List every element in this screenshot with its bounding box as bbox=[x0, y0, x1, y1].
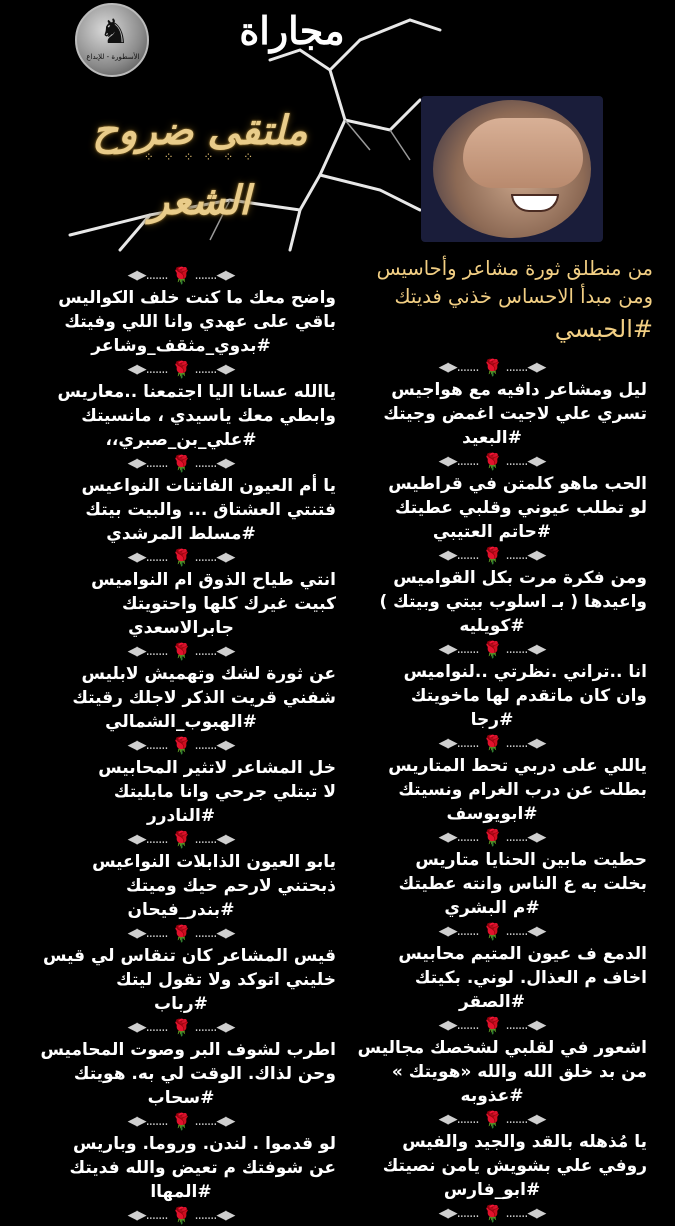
separator-right: .......◀▶ bbox=[505, 1111, 546, 1127]
separator-left: ◀▶....... bbox=[438, 1017, 479, 1033]
verse-line-2: شفني قريت الذكر لاجلك رقيتك bbox=[72, 688, 336, 708]
verse-line-1: قيس المشاعر كان تنقاس لي قيس bbox=[42, 946, 336, 966]
verse-line-2: عن شوفتك م تعيض والله فديتك bbox=[69, 1158, 336, 1178]
separator-left: ◀▶....... bbox=[127, 455, 168, 471]
poet-hashtag: #م البشري bbox=[444, 898, 540, 918]
verse-line-2: واعيدها ( بـ اسلوب بيتي وبيتك ) bbox=[379, 592, 647, 612]
rose-icon: 🌹 bbox=[482, 733, 502, 753]
hand-shape bbox=[463, 118, 583, 188]
rose-separator bbox=[26, 828, 336, 850]
separator-right: .......◀▶ bbox=[194, 737, 235, 753]
verse-block bbox=[26, 286, 336, 358]
poet-hashtag: #رباب bbox=[154, 994, 208, 1014]
rose-separator bbox=[337, 450, 647, 472]
verse-block bbox=[26, 944, 336, 1016]
verse-block bbox=[26, 756, 336, 828]
rose-icon: 🌹 bbox=[482, 1203, 502, 1223]
verse-line-2: ذبحتني لارحم حيك وميتك bbox=[125, 876, 336, 896]
verse-line-1: يابو العيون الذابلات النواعيس bbox=[92, 852, 336, 872]
separator-left: ◀▶....... bbox=[127, 267, 168, 283]
verse-line-1: حطيت مابين الحنايا متاريس bbox=[415, 850, 647, 870]
separator-right: .......◀▶ bbox=[505, 641, 546, 657]
avatar bbox=[421, 96, 603, 242]
verse-block bbox=[26, 850, 336, 922]
verse-line-2: بخلت به ع الناس وانته عطيتك bbox=[398, 874, 647, 894]
separator-right: .......◀▶ bbox=[505, 453, 546, 469]
rose-icon: 🌹 bbox=[482, 827, 502, 847]
verse-line-2: وان كان ماتقدم لها ماخويتك bbox=[410, 686, 647, 706]
verse-block bbox=[337, 472, 647, 544]
verse-line-2: اخاف م العذال. لوني. بكيتك bbox=[414, 968, 647, 988]
separator-left: ◀▶....... bbox=[127, 549, 168, 565]
logo-text: الأسطورة - للإبداع bbox=[86, 53, 140, 61]
separator-left: ◀▶....... bbox=[127, 1207, 168, 1223]
separator-right: .......◀▶ bbox=[194, 1019, 235, 1035]
verse-block bbox=[337, 1130, 647, 1202]
separator-right: .......◀▶ bbox=[505, 735, 546, 751]
rose-icon: 🌹 bbox=[171, 1017, 191, 1037]
poet-hashtag: #كويليه bbox=[459, 616, 525, 636]
verse-line-1: ياللي على دربي تحط المتاريس bbox=[388, 756, 647, 776]
verse-line-2: لو تطلب عيوني وقلبي عطيتك bbox=[394, 498, 647, 518]
rose-icon: 🌹 bbox=[171, 453, 191, 473]
poet-hashtag: #المهاا bbox=[150, 1182, 212, 1202]
verse-line-1: اطرب لشوف البر وصوت المحاميس bbox=[40, 1040, 336, 1060]
separator-left: ◀▶....... bbox=[127, 831, 168, 847]
avatar-photo bbox=[433, 100, 591, 238]
rose-icon: 🌹 bbox=[482, 921, 502, 941]
poet-hashtag: جابرالاسعدي bbox=[128, 618, 234, 638]
verse-block bbox=[26, 1038, 336, 1110]
verse-block bbox=[337, 660, 647, 732]
page-title: مجاراة bbox=[239, 8, 345, 53]
separator-right: .......◀▶ bbox=[194, 267, 235, 283]
rose-icon: 🌹 bbox=[171, 735, 191, 755]
poet-hashtag: #الهبوب_الشمالي bbox=[105, 712, 257, 732]
rose-separator bbox=[337, 920, 647, 942]
rose-separator bbox=[337, 1014, 647, 1036]
poet-hashtag: #بدوي_مثقف_وشاعر bbox=[91, 336, 271, 356]
rose-icon: 🌹 bbox=[171, 923, 191, 943]
rose-icon: 🌹 bbox=[482, 1109, 502, 1129]
separator-left: ◀▶....... bbox=[438, 1111, 479, 1127]
rose-separator bbox=[26, 452, 336, 474]
separator-right: .......◀▶ bbox=[505, 1205, 546, 1221]
separator-left: ◀▶....... bbox=[438, 641, 479, 657]
poet-hashtag: #مسلط المرشدي bbox=[106, 524, 256, 544]
verse-block bbox=[337, 942, 647, 1014]
verse-line-1: ومن فكرة مرت بكل القواميس bbox=[393, 568, 647, 588]
rose-separator bbox=[337, 544, 647, 566]
separator-left: ◀▶....... bbox=[127, 925, 168, 941]
smile-shape bbox=[511, 194, 559, 212]
verse-block bbox=[26, 662, 336, 734]
separator-left: ◀▶....... bbox=[438, 829, 479, 845]
verse-line-2: من بد خلق الله والله «هويتك » bbox=[391, 1062, 647, 1082]
verse-line-2: كبيت غيرك كلها واحتويتك bbox=[121, 594, 336, 614]
verse-line-1: يا مُذهله بالقد والجيد والفيس bbox=[402, 1132, 647, 1152]
verse-line-1: الدمع ف عيون المتيم محابيس bbox=[398, 944, 647, 964]
separator-left: ◀▶....... bbox=[127, 361, 168, 377]
poet-hashtag: #بندر_فيحان bbox=[127, 900, 235, 920]
right-verse-column bbox=[337, 356, 647, 1224]
verse-line-1: خل المشاعر لاتثير المحابيس bbox=[98, 758, 336, 778]
intro-verse bbox=[333, 255, 653, 343]
verse-line-1: ليل ومشاعر دافيه مع هواجيس bbox=[391, 380, 647, 400]
separator-left: ◀▶....... bbox=[127, 643, 168, 659]
rose-icon: 🌹 bbox=[171, 265, 191, 285]
separator-left: ◀▶....... bbox=[438, 735, 479, 751]
separator-right: .......◀▶ bbox=[194, 549, 235, 565]
verse-line-2: تسري علي لاجيت اغمض وجيتك bbox=[383, 404, 647, 424]
rose-icon: 🌹 bbox=[482, 639, 502, 659]
rose-icon: 🌹 bbox=[482, 1015, 502, 1035]
rose-separator bbox=[337, 356, 647, 378]
verse-line-2: لا تبتلي جرحي وانا مابليتك bbox=[113, 782, 336, 802]
verse-line-1: انا ..تراني .نظرتي ..لنواميس bbox=[403, 662, 647, 682]
separator-right: .......◀▶ bbox=[505, 1017, 546, 1033]
poet-hashtag: #النادرر bbox=[146, 806, 216, 826]
rose-separator bbox=[26, 1016, 336, 1038]
verse-line-1: يا أم العيون الفاتنات النواعيس bbox=[81, 476, 336, 496]
separator-right: .......◀▶ bbox=[194, 361, 235, 377]
rose-separator bbox=[337, 826, 647, 848]
rose-icon: 🌹 bbox=[171, 1205, 191, 1225]
separator-right: .......◀▶ bbox=[194, 643, 235, 659]
poet-hashtag: #علي_بن_صبري،، bbox=[105, 430, 257, 450]
rose-separator bbox=[337, 638, 647, 660]
rose-icon: 🌹 bbox=[482, 357, 502, 377]
separator-left: ◀▶....... bbox=[438, 923, 479, 939]
verse-line-1: انتي طياح الذوق ام النواميس bbox=[91, 570, 336, 590]
rose-separator bbox=[26, 1110, 336, 1132]
verse-block bbox=[337, 1036, 647, 1108]
intro-line-2: ومن مبدأ الاحساس خذني فديتك bbox=[394, 285, 653, 308]
intro-hashtag: #الحبسي bbox=[554, 315, 653, 343]
rose-separator bbox=[337, 1202, 647, 1224]
separator-right: .......◀▶ bbox=[194, 925, 235, 941]
verse-line-1: ياالله عسانا اليا اجتمعنا ..معاريس bbox=[57, 382, 336, 402]
poet-hashtag: #البعيد bbox=[462, 428, 522, 448]
left-verse-column bbox=[26, 264, 336, 1226]
separator-left: ◀▶....... bbox=[127, 737, 168, 753]
verse-block bbox=[337, 566, 647, 638]
verse-block bbox=[26, 474, 336, 546]
verse-line-2: وحن لذاك. الوقت لي به. هويتك bbox=[73, 1064, 336, 1084]
rose-icon: 🌹 bbox=[171, 547, 191, 567]
verse-line-1: اشعور في لقلبي لشخصك مجاليس bbox=[357, 1038, 647, 1058]
rose-separator bbox=[26, 264, 336, 286]
poet-hashtag: #سحاب bbox=[147, 1088, 215, 1108]
separator-left: ◀▶....... bbox=[438, 1205, 479, 1221]
verse-line-2: وابطي معك ياسيدي ، مانسيتك bbox=[81, 406, 336, 426]
verse-block bbox=[26, 380, 336, 452]
rose-separator bbox=[337, 1108, 647, 1130]
separator-right: .......◀▶ bbox=[194, 1113, 235, 1129]
verse-block bbox=[337, 378, 647, 450]
separator-right: .......◀▶ bbox=[194, 1207, 235, 1223]
rose-separator bbox=[337, 732, 647, 754]
verse-line-2: باقي على عهدي وانا اللي وفيتك bbox=[64, 312, 336, 332]
separator-left: ◀▶....... bbox=[438, 453, 479, 469]
verse-block bbox=[337, 848, 647, 920]
verse-line-2: بطلت عن درب الغرام ونسيتك bbox=[398, 780, 647, 800]
verse-line-2: فتنتي العشتاق ... والبيت بيتك bbox=[85, 500, 336, 520]
rose-icon: 🌹 bbox=[171, 1111, 191, 1131]
poet-hashtag: #رجا bbox=[470, 710, 514, 730]
intro-line-1: من منطلق ثورة مشاعر وأحاسيس bbox=[376, 257, 653, 280]
poet-hashtag: #ابو_فارس bbox=[443, 1180, 541, 1200]
verse-line-1: واضح معك ما كنت خلف الكواليس bbox=[58, 288, 336, 308]
rose-icon: 🌹 bbox=[171, 359, 191, 379]
horse-icon: ♞ bbox=[99, 12, 130, 52]
rose-separator bbox=[26, 922, 336, 944]
verse-line-1: الحب ماهو كلمتن في قراطيس bbox=[388, 474, 647, 494]
separator-right: .......◀▶ bbox=[505, 547, 546, 563]
separator-right: .......◀▶ bbox=[194, 455, 235, 471]
rose-separator bbox=[26, 734, 336, 756]
poet-hashtag: #حاتم العتيبي bbox=[432, 522, 552, 542]
poet-hashtag: #عذوبه bbox=[460, 1086, 524, 1106]
separator-left: ◀▶....... bbox=[127, 1113, 168, 1129]
logo bbox=[75, 3, 149, 77]
separator-right: .......◀▶ bbox=[194, 831, 235, 847]
verse-block bbox=[337, 754, 647, 826]
separator-right: .......◀▶ bbox=[505, 829, 546, 845]
separator-left: ◀▶....... bbox=[438, 547, 479, 563]
separator-left: ◀▶....... bbox=[127, 1019, 168, 1035]
rose-separator bbox=[26, 1204, 336, 1226]
rose-separator bbox=[26, 546, 336, 568]
poet-hashtag: #الصقر bbox=[458, 992, 526, 1012]
verse-line-2: خليني اتوكد ولا تقول ليتك bbox=[116, 970, 336, 990]
verse-line-1: لو قدموا . لندن. وروما. وباريس bbox=[73, 1134, 336, 1154]
verse-block bbox=[26, 568, 336, 640]
calligraphy-dots-decoration: ⁘ ⁘ ⁘ ⁘ ⁘ ⁘ bbox=[143, 150, 257, 164]
separator-right: .......◀▶ bbox=[505, 359, 546, 375]
rose-icon: 🌹 bbox=[482, 545, 502, 565]
rose-icon: 🌹 bbox=[171, 829, 191, 849]
rose-separator bbox=[26, 640, 336, 662]
calligraphy-title: ملتقى ضروح الشعر bbox=[92, 107, 308, 224]
verse-line-2: روفي علي بشويش يامن نصيتك bbox=[382, 1156, 647, 1176]
verse-line-1: عن ثورة لشك وتهميش لابليس bbox=[81, 664, 336, 684]
poet-hashtag: #ابويوسف bbox=[446, 804, 538, 824]
verse-block bbox=[26, 1132, 336, 1204]
separator-left: ◀▶....... bbox=[438, 359, 479, 375]
separator-right: .......◀▶ bbox=[505, 923, 546, 939]
rose-icon: 🌹 bbox=[171, 641, 191, 661]
rose-icon: 🌹 bbox=[482, 451, 502, 471]
rose-separator bbox=[26, 358, 336, 380]
